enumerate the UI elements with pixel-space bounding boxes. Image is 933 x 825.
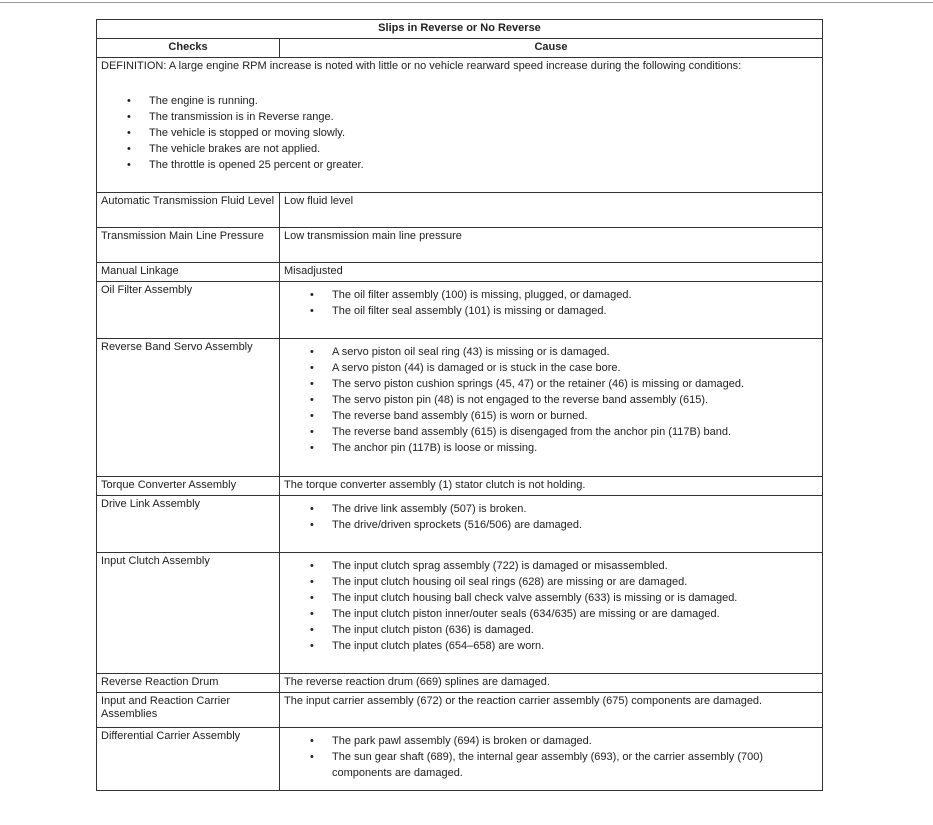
- definition-bullet: • The throttle is opened 25 percent or greater.: [127, 159, 364, 171]
- cause-cell: [280, 282, 822, 339]
- definition-row: [97, 58, 822, 193]
- column-header-cause: Cause: [280, 39, 822, 58]
- list-item: • The input clutch plates (654–658) are worn.: [310, 640, 545, 652]
- cause-list: [310, 558, 818, 654]
- diagnostic-table: [96, 19, 823, 791]
- list-item: • The input clutch housing ball check valve assembly (633) is missing or is damaged.: [310, 592, 738, 604]
- definition-list: [127, 93, 818, 173]
- definition-bullet: • The vehicle brakes are not applied.: [127, 143, 321, 155]
- table-row: [97, 339, 822, 477]
- definition-cell: [97, 58, 822, 193]
- cause-cell: The torque converter assembly (1) stator clutch is not holding.: [280, 477, 822, 496]
- cause-cell: Low fluid level: [280, 193, 822, 228]
- cause-cell: [280, 496, 822, 553]
- check-cell: Input and Reaction Carrier Assemblies: [97, 693, 280, 728]
- table-row: [97, 193, 822, 228]
- list-item: • The input clutch sprag assembly (722) is damaged or misassembled.: [310, 560, 668, 572]
- list-item: • The reverse band assembly (615) is disengaged from the anchor pin (117B) band.: [310, 426, 732, 438]
- check-cell: Manual Linkage: [97, 263, 280, 282]
- definition-bullet: • The transmission is in Reverse range.: [127, 111, 334, 123]
- definition-text: DEFINITION: A large engine RPM increase is noted with little or no vehicle rearward speed increase during the following conditions:: [101, 60, 742, 72]
- table-title-row: [97, 20, 822, 39]
- definition-bullet: • The engine is running.: [127, 95, 258, 107]
- list-item: • The drive link assembly (507) is broken.: [310, 503, 527, 515]
- check-cell: Automatic Transmission Fluid Level: [97, 193, 280, 228]
- list-item: • The servo piston pin (48) is not engaged to the reverse band assembly (615).: [310, 394, 709, 406]
- check-cell: Input Clutch Assembly: [97, 553, 280, 674]
- cause-cell: Misadjusted: [280, 263, 822, 282]
- check-cell: Torque Converter Assembly: [97, 477, 280, 496]
- check-cell: Reverse Band Servo Assembly: [97, 339, 280, 477]
- table-row: [97, 282, 822, 339]
- table-row: [97, 477, 822, 496]
- cause-cell: [280, 339, 822, 477]
- list-item: • A servo piston (44) is damaged or is stuck in the case bore.: [310, 362, 621, 374]
- check-cell: Reverse Reaction Drum: [97, 674, 280, 693]
- list-item: • A servo piston oil seal ring (43) is missing or is damaged.: [310, 346, 610, 358]
- list-item: • The oil filter assembly (100) is missing, plugged, or damaged.: [310, 289, 632, 301]
- table-row: [97, 228, 822, 263]
- cause-list: [310, 287, 818, 319]
- cause-list: [310, 344, 818, 456]
- list-item: • The park pawl assembly (694) is broken or damaged.: [310, 735, 592, 747]
- table-row: [97, 693, 822, 728]
- check-cell: Drive Link Assembly: [97, 496, 280, 553]
- check-cell: Differential Carrier Assembly: [97, 728, 280, 790]
- list-item: • The input clutch piston inner/outer seals (634/635) are missing or are damaged.: [310, 608, 720, 620]
- list-item: • The servo piston cushion springs (45, 47) or the retainer (46) is missing or damaged.: [310, 378, 745, 390]
- cause-cell: [280, 553, 822, 674]
- table-header-row: [97, 39, 822, 58]
- table-title: Slips in Reverse or No Reverse: [97, 20, 822, 39]
- page-top-rule: [0, 2, 933, 3]
- list-item: • The oil filter seal assembly (101) is missing or damaged.: [310, 305, 607, 317]
- cause-list: [310, 501, 818, 533]
- cause-cell: [280, 728, 822, 790]
- cause-cell: The reverse reaction drum (669) splines are damaged.: [280, 674, 822, 693]
- cause-list: [310, 733, 818, 781]
- list-item: • The drive/driven sprockets (516/506) are damaged.: [310, 519, 583, 531]
- cause-cell: Low transmission main line pressure: [280, 228, 822, 263]
- list-item: • The sun gear shaft (689), the internal gear assembly (693), or the carrier assembly (700) components are damaged.: [310, 751, 764, 779]
- list-item: • The anchor pin (117B) is loose or missing.: [310, 442, 538, 454]
- definition-bullet: • The vehicle is stopped or moving slowly.: [127, 127, 346, 139]
- check-cell: Oil Filter Assembly: [97, 282, 280, 339]
- cause-cell: The input carrier assembly (672) or the reaction carrier assembly (675) components are damaged.: [280, 693, 822, 728]
- table-row: [97, 553, 822, 674]
- table-row: [97, 496, 822, 553]
- list-item: • The reverse band assembly (615) is worn or burned.: [310, 410, 588, 422]
- column-header-checks: Checks: [97, 39, 280, 58]
- table-row: [97, 674, 822, 693]
- list-item: • The input clutch piston (636) is damaged.: [310, 624, 534, 636]
- check-cell: Transmission Main Line Pressure: [97, 228, 280, 263]
- list-item: • The input clutch housing oil seal rings (628) are missing or are damaged.: [310, 576, 688, 588]
- table-row: [97, 728, 822, 790]
- table-row: [97, 263, 822, 282]
